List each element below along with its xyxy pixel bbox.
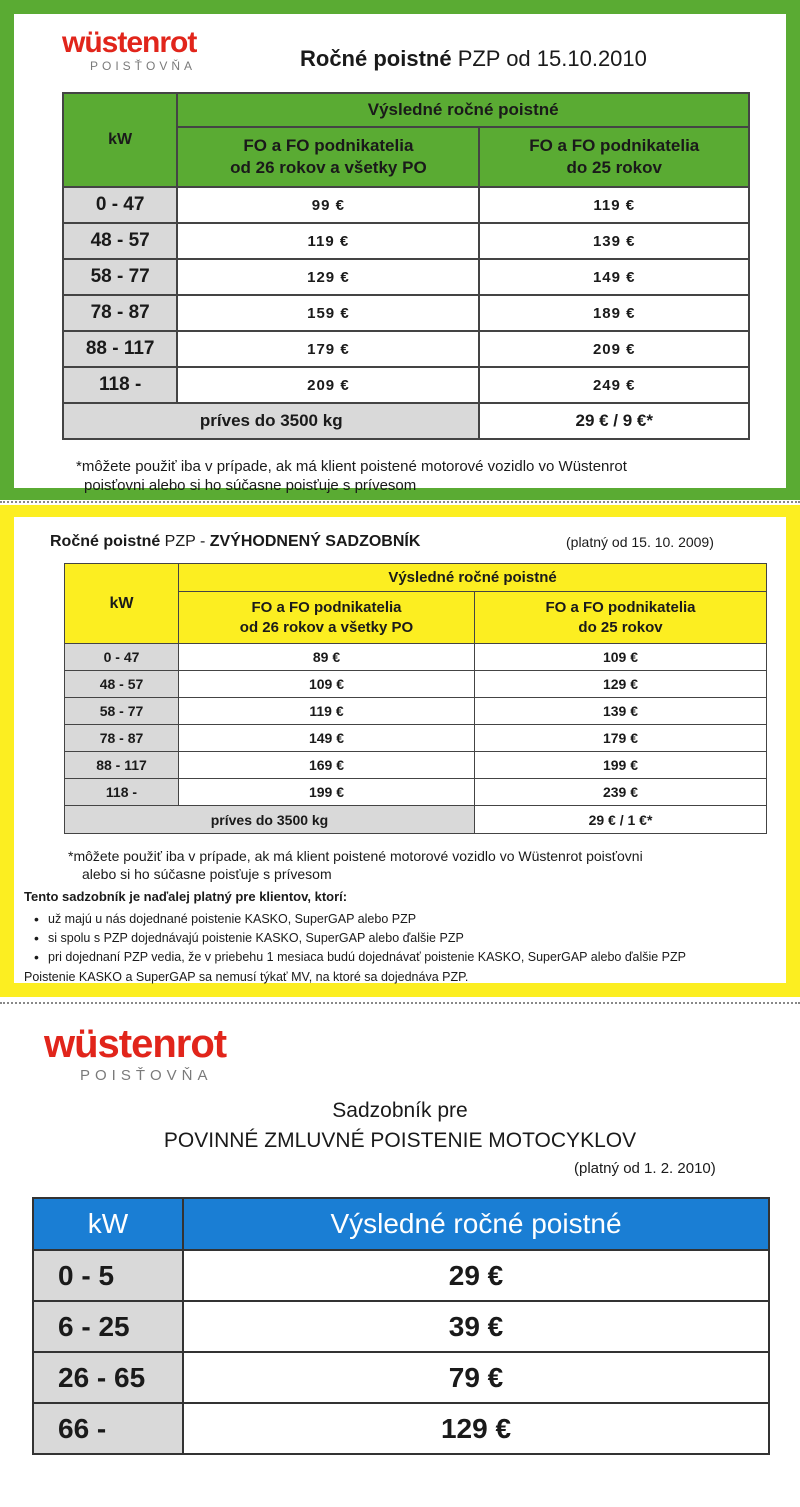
value-cell: 159 € bbox=[177, 295, 479, 331]
value-cell: 149 € bbox=[179, 725, 475, 752]
value-cell: 119 € bbox=[179, 698, 475, 725]
value-cell: 209 € bbox=[479, 331, 749, 367]
table-row bbox=[65, 698, 767, 725]
section2-title-bold: Ročné poistné bbox=[50, 533, 161, 550]
trailer-value: 29 € / 1 €* bbox=[475, 806, 767, 834]
kw-header: kW bbox=[33, 1198, 183, 1250]
col2-header-line2: do 25 rokov bbox=[578, 618, 663, 636]
kw-cell: 26 - 65 bbox=[33, 1352, 183, 1403]
col2-header-line2: do 25 rokov bbox=[566, 158, 662, 177]
col2-header bbox=[479, 127, 749, 187]
col1-header-line1: FO a FO podnikatelia bbox=[251, 598, 402, 616]
value-cell: 139 € bbox=[475, 698, 767, 725]
yellow-rate-panel bbox=[0, 505, 800, 997]
table-row bbox=[65, 671, 767, 698]
table-row bbox=[33, 1403, 769, 1454]
section1-title-bold: Ročné poistné bbox=[300, 46, 452, 71]
col1-header-line2: od 26 rokov a všetky PO bbox=[239, 618, 414, 636]
logo-sub: POISŤOVŇA bbox=[90, 59, 197, 73]
col1-header-line1: FO a FO podnikatelia bbox=[243, 136, 414, 155]
value-cell: 89 € bbox=[179, 644, 475, 671]
kw-cell: 118 - bbox=[63, 367, 177, 403]
kw-cell: 0 - 5 bbox=[33, 1250, 183, 1301]
section2-valid-date: (platný od 15. 10. 2009) bbox=[566, 534, 714, 550]
kw-cell: 78 - 87 bbox=[63, 295, 177, 331]
table-row bbox=[63, 295, 749, 331]
trailer-row bbox=[65, 806, 767, 834]
wustenrot-logo bbox=[44, 1024, 226, 1083]
value-cell: 119 € bbox=[177, 223, 479, 259]
table-row bbox=[63, 331, 749, 367]
result-header: Výsledné ročné poistné bbox=[177, 93, 749, 127]
col2-header-line1: FO a FO podnikatelia bbox=[529, 136, 700, 155]
section2-footnote bbox=[68, 847, 643, 883]
section1-rate-table bbox=[62, 92, 750, 440]
value-cell: 109 € bbox=[475, 644, 767, 671]
col1-header bbox=[179, 592, 475, 644]
logo-sub: POISŤOVŇA bbox=[80, 1067, 213, 1084]
value-cell: 109 € bbox=[179, 671, 475, 698]
dotted-divider bbox=[0, 1002, 800, 1004]
value-cell: 139 € bbox=[479, 223, 749, 259]
value-cell: 119 € bbox=[479, 187, 749, 223]
value-cell: 189 € bbox=[479, 295, 749, 331]
section2-title-mid: PZP - bbox=[160, 533, 210, 550]
section3-title bbox=[0, 1096, 800, 1156]
wustenrot-logo bbox=[62, 28, 196, 72]
conditions-list bbox=[34, 910, 686, 967]
motorcycle-rate-table bbox=[32, 1197, 770, 1455]
footnote-line1: *môžete použiť iba v prípade, ak má klient poistené motorové vozidlo vo Wüstenrot poisťovni bbox=[68, 848, 643, 864]
result-header: Výsledné ročné poistné bbox=[179, 564, 767, 592]
value-cell: 79 € bbox=[183, 1352, 769, 1403]
section3-title-line2: POVINNÉ ZMLUVNÉ POISTENIE MOTOCYKLOV bbox=[163, 1129, 637, 1152]
value-cell: 199 € bbox=[475, 752, 767, 779]
value-cell: 179 € bbox=[177, 331, 479, 367]
value-cell: 239 € bbox=[475, 779, 767, 806]
kw-cell: 58 - 77 bbox=[63, 259, 177, 295]
value-cell: 209 € bbox=[177, 367, 479, 403]
col2-header bbox=[475, 592, 767, 644]
table-row bbox=[65, 752, 767, 779]
value-cell: 99 € bbox=[177, 187, 479, 223]
footnote-line2: poisťovni alebo si ho súčasne poisťuje s prívesom bbox=[84, 477, 417, 494]
col2-header-line1: FO a FO podnikatelia bbox=[545, 598, 696, 616]
section1-title bbox=[300, 46, 647, 72]
value-cell: 149 € bbox=[479, 259, 749, 295]
section3-title-line1: Sadzobník pre bbox=[332, 1099, 468, 1122]
table-row bbox=[33, 1250, 769, 1301]
list-item: • už majú u nás dojednané poistenie KASKO, SuperGAP alebo PZP bbox=[34, 910, 686, 929]
value-cell: 39 € bbox=[183, 1301, 769, 1352]
value-cell: 179 € bbox=[475, 725, 767, 752]
list-item: • si spolu s PZP dojednávajú poistenie KASKO, SuperGAP alebo ďalšie PZP bbox=[34, 929, 686, 948]
col1-header-line2: od 26 rokov a všetky PO bbox=[230, 158, 427, 177]
logo-brand: wüstenrot bbox=[44, 1022, 227, 1066]
kw-cell: 88 - 117 bbox=[63, 331, 177, 367]
kw-cell: 58 - 77 bbox=[65, 698, 179, 725]
table-row bbox=[63, 187, 749, 223]
value-cell: 129 € bbox=[183, 1403, 769, 1454]
section1-title-rest: PZP od 15.10.2010 bbox=[451, 46, 647, 71]
conditions-title: Tento sadzobník je naďalej platný pre klientov, ktorí: bbox=[24, 889, 348, 904]
kw-header: kW bbox=[63, 93, 177, 187]
kw-cell: 66 - bbox=[33, 1403, 183, 1454]
conditions-footer: Poistenie KASKO a SuperGAP sa nemusí týkať MV, na ktoré sa dojednáva PZP. bbox=[24, 970, 469, 984]
section2-title-caps: ZVÝHODNENÝ SADZOBNÍK bbox=[209, 533, 421, 550]
table-row bbox=[65, 725, 767, 752]
table-row bbox=[65, 644, 767, 671]
section2-rate-table bbox=[64, 563, 767, 834]
value-cell: 249 € bbox=[479, 367, 749, 403]
green-rate-panel bbox=[0, 0, 800, 500]
kw-cell: 6 - 25 bbox=[33, 1301, 183, 1352]
value-cell: 129 € bbox=[475, 671, 767, 698]
result-header: Výsledné ročné poistné bbox=[183, 1198, 769, 1250]
col1-header bbox=[177, 127, 479, 187]
dotted-divider bbox=[0, 501, 800, 503]
yellow-rate-panel-inner bbox=[14, 517, 786, 983]
kw-cell: 88 - 117 bbox=[65, 752, 179, 779]
kw-cell: 0 - 47 bbox=[65, 644, 179, 671]
table-row bbox=[63, 223, 749, 259]
list-item: • pri dojednaní PZP vedia, že v priebehu 1 mesiaca budú dojednávať poistenie KASKO, SuperGAP alebo ďalšie PZP bbox=[34, 948, 686, 967]
value-cell: 29 € bbox=[183, 1250, 769, 1301]
table-row bbox=[65, 779, 767, 806]
trailer-label: príves do 3500 kg bbox=[65, 806, 475, 834]
value-cell: 199 € bbox=[179, 779, 475, 806]
table-row bbox=[63, 367, 749, 403]
kw-cell: 78 - 87 bbox=[65, 725, 179, 752]
section3-valid-date: (platný od 1. 2. 2010) bbox=[574, 1160, 716, 1177]
trailer-row bbox=[63, 403, 749, 439]
kw-cell: 0 - 47 bbox=[63, 187, 177, 223]
section2-title bbox=[50, 533, 714, 551]
kw-cell: 48 - 57 bbox=[63, 223, 177, 259]
kw-header: kW bbox=[65, 564, 179, 644]
logo-brand: wüstenrot bbox=[62, 26, 197, 59]
footnote-line1: *môžete použiť iba v prípade, ak má klient poistené motorové vozidlo vo Wüstenrot bbox=[76, 458, 627, 475]
trailer-value: 29 € / 9 €* bbox=[479, 403, 749, 439]
trailer-label: príves do 3500 kg bbox=[63, 403, 479, 439]
kw-cell: 118 - bbox=[65, 779, 179, 806]
table-row bbox=[33, 1352, 769, 1403]
table-row bbox=[63, 259, 749, 295]
footnote-line2: alebo si ho súčasne poisťuje s prívesom bbox=[82, 866, 332, 882]
value-cell: 169 € bbox=[179, 752, 475, 779]
kw-cell: 48 - 57 bbox=[65, 671, 179, 698]
table-row bbox=[33, 1301, 769, 1352]
value-cell: 129 € bbox=[177, 259, 479, 295]
green-rate-panel-inner bbox=[14, 14, 786, 494]
section1-footnote bbox=[76, 457, 627, 495]
